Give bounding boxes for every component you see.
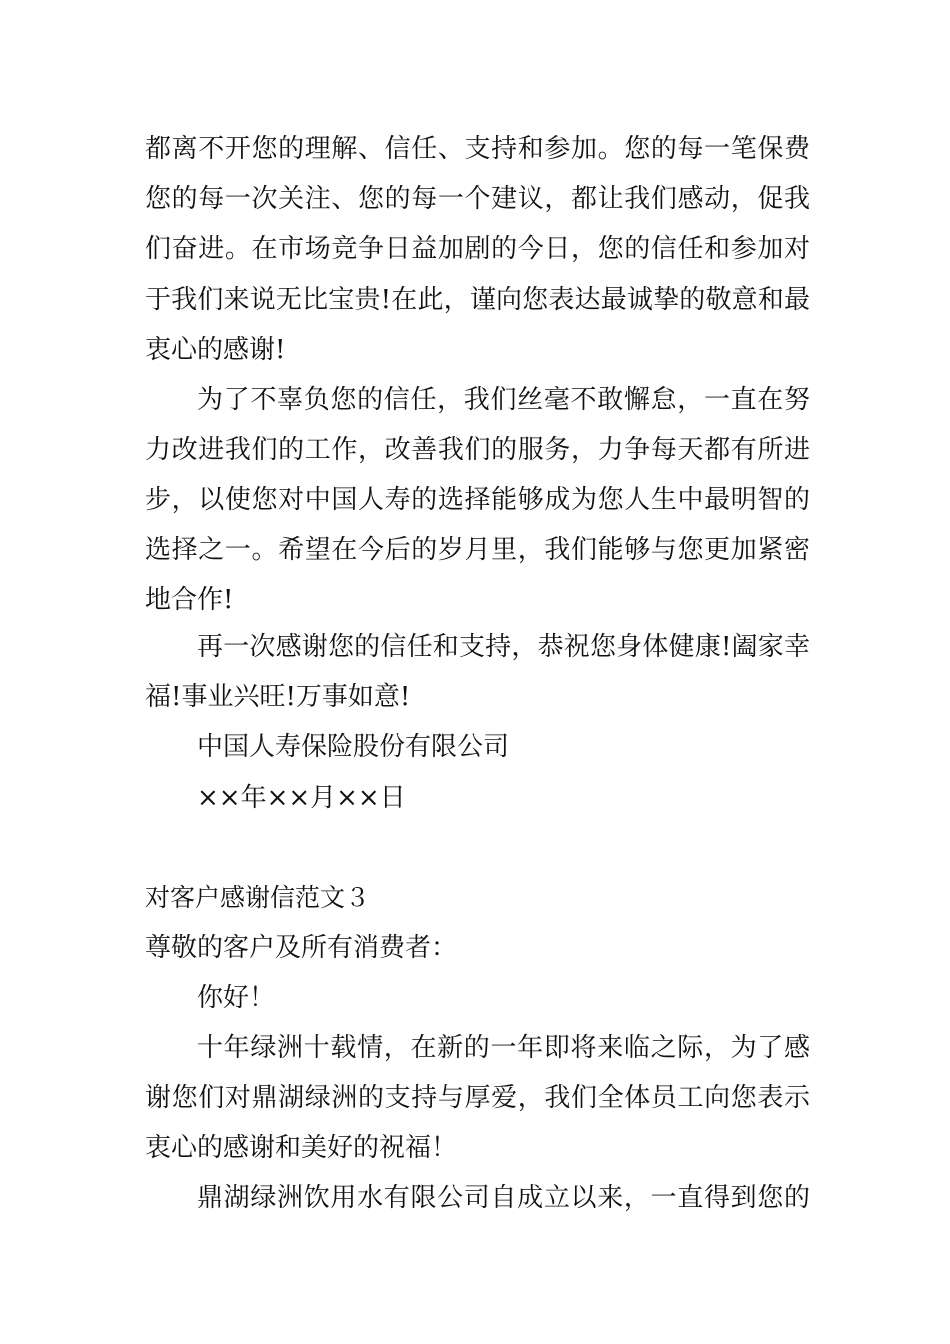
text-line: 谢您们对鼎湖绿洲的支持与厚爱，我们全体员工向您表示 (145, 1083, 810, 1113)
text-line: 力改进我们的工作，改善我们的服务，力争每天都有所进 (145, 435, 810, 465)
paragraph-start-line: 十年绿洲十载情，在新的一年即将来临之际，为了感 (197, 1033, 810, 1063)
text-line: 地合作! (145, 585, 234, 615)
text-line: 选择之一。希望在今后的岁月里，我们能够与您更加紧密 (145, 535, 810, 565)
paragraph-start-line: 为了不辜负您的信任，我们丝毫不敢懈怠，一直在努 (197, 385, 810, 415)
text-line: 衷心的感谢! (145, 335, 286, 365)
text-line: 于我们来说无比宝贵!在此，谨向您表达最诚挚的敬意和最 (145, 285, 810, 315)
signature-company: 中国人寿保险股份有限公司 (197, 732, 510, 762)
paragraph-start-line: 再一次感谢您的信任和支持，恭祝您身体健康!阖家幸 (197, 632, 810, 662)
greeting: 你好！ (197, 983, 276, 1013)
salutation: 尊敬的客户及所有消费者： (145, 933, 458, 963)
text-line: 衷心的感谢和美好的祝福！ (145, 1133, 458, 1163)
text-line: 您的每一次关注、您的每一个建议，都让我们感动，促我 (145, 184, 810, 214)
text-line: 步，以使您对中国人寿的选择能够成为您人生中最明智的 (145, 485, 810, 515)
signature-date: ××年××月××日 (197, 783, 406, 813)
text-line: 福!事业兴旺!万事如意! (145, 682, 411, 712)
paragraph-start-line: 鼎湖绿洲饮用水有限公司自成立以来，一直得到您的 (197, 1183, 810, 1213)
text-line: 们奋进。在市场竞争日益加剧的今日，您的信任和参加对 (145, 234, 810, 264)
section-title: 对客户感谢信范文３ (145, 883, 371, 912)
text-line: 都离不开您的理解、信任、支持和参加。您的每一笔保费 (145, 134, 810, 164)
